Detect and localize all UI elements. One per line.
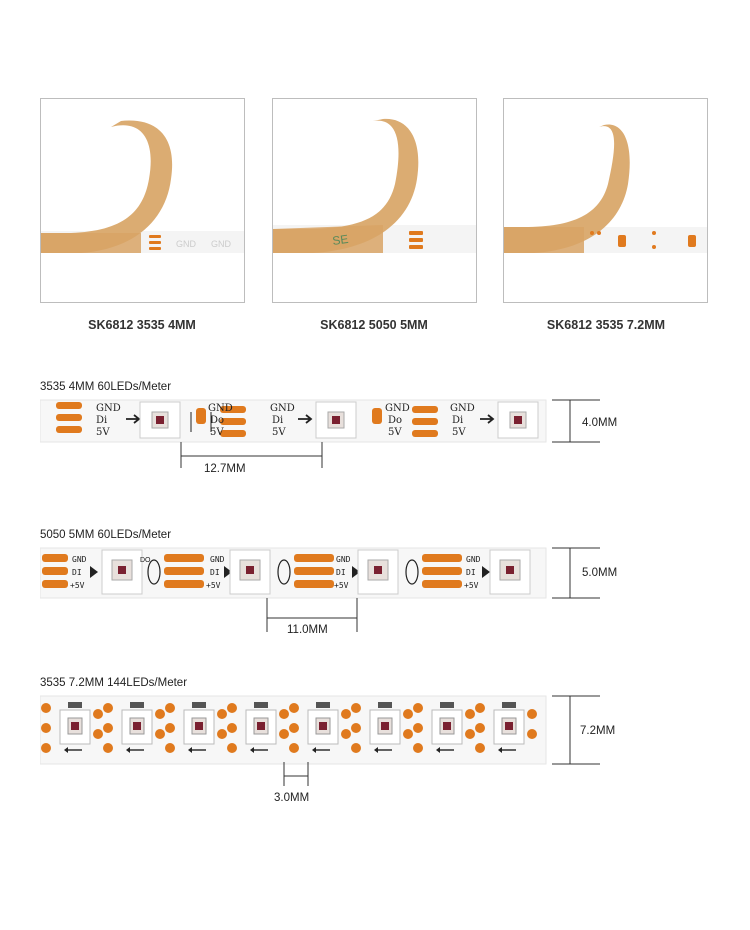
product-photo-4mm [40,98,245,303]
svg-text:GND: GND [336,555,351,564]
svg-text:Di: Di [452,415,464,426]
product-photo-5mm [272,98,477,303]
pad-label: DI [72,568,82,577]
pitch-dimension: 12.7MM [204,463,246,475]
svg-text:+5V: +5V [464,581,479,590]
strip-title: 3535 4MM 60LEDs/Meter [40,381,172,393]
pad-label: GND [96,403,121,414]
product-label: SK6812 3535 4MM [88,318,196,332]
svg-text:GND: GND [211,239,231,249]
width-dimension: 7.2MM [580,725,616,737]
svg-text:5V: 5V [210,427,224,438]
svg-text:SE: SE [331,231,350,248]
strip-diagram-5mm [40,546,740,641]
width-dimension: 4.0MM [582,417,618,429]
svg-text:GND: GND [466,555,481,564]
product-label: SK6812 3535 7.2MM [546,318,666,332]
svg-text:DI: DI [466,568,476,577]
product-photo-7mm [503,98,708,303]
product-label: SK6812 5050 5MM [320,318,428,332]
svg-text:+5V: +5V [206,581,221,590]
strip-title: 5050 5MM 60LEDs/Meter [40,529,172,541]
svg-text:GND: GND [270,403,295,414]
strip-diagram-7mm [40,694,740,799]
svg-text:5V: 5V [452,427,466,438]
pad-label: +5V [70,581,85,590]
svg-text:5V: 5V [388,427,402,438]
svg-text:GND: GND [208,403,233,414]
pitch-dimension: 11.0MM [287,624,328,636]
pitch-dimension: 3.0MM [274,792,310,804]
svg-text:GND: GND [385,403,410,414]
svg-text:GND: GND [210,555,225,564]
svg-text:DI: DI [210,568,220,577]
svg-text:5V: 5V [272,427,286,438]
svg-text:DI: DI [336,568,346,577]
svg-text:Di: Di [272,415,284,426]
pad-label: Di [96,415,108,426]
width-dimension: 5.0MM [582,567,618,579]
pad-label: Do [210,415,225,426]
svg-text:GND: GND [176,239,196,249]
pad-label: 5V [96,427,110,438]
pad-label: GND [72,555,87,564]
svg-text:+5V: +5V [334,581,349,590]
svg-text:DO: DO [140,557,151,564]
strip-title: 3535 7.2MM 144LEDs/Meter [40,677,188,689]
strip-diagram-4mm [40,398,740,483]
svg-text:GND: GND [450,403,475,414]
svg-text:Do: Do [388,415,403,426]
